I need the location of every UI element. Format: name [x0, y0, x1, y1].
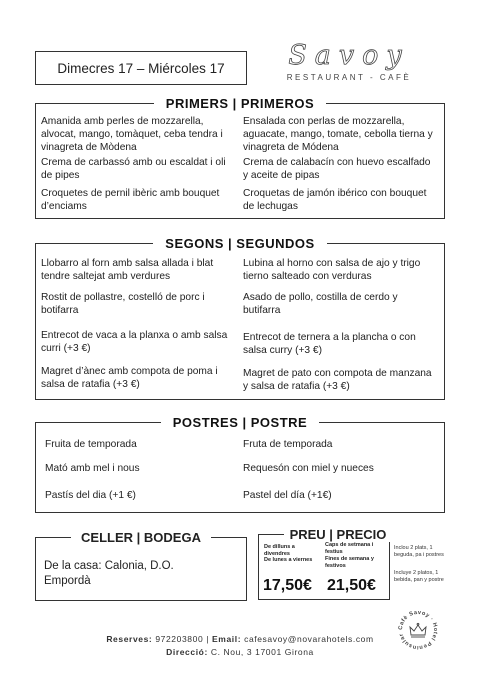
address-text: C. Nou, 3 17001 Girona — [210, 647, 314, 657]
primers-right-1: Ensalada con perlas de mozzarella, aguacate, mango, tomate, cebolla tierna y vinagreta de Módena — [243, 116, 433, 153]
segons-right-2: Asado de pollo, costilla de cerdo y butifarra — [243, 292, 398, 316]
postres-left-3: Pastís del dia (+1 €) — [45, 490, 136, 501]
price-weekday: 17,50€ — [263, 577, 312, 594]
savoy-logo — [258, 40, 440, 84]
date-box — [35, 51, 247, 85]
segons-right-3: Entrecot de ternera a la plancha o con salsa curry (+3 €) — [243, 332, 416, 356]
footer-contact: Reserves: 972203800 | Email: cafesavoy@novarahotels.com — [106, 634, 374, 644]
phone-number[interactable]: 972203800 — [155, 634, 204, 644]
menu-date: Dimecres 17 – Miércoles 17 — [57, 60, 225, 76]
email-label: Email: — [212, 634, 242, 644]
address-label: Direcció: — [166, 647, 208, 657]
preu-note-ca: Inclou 2 plats, 1 beguda, pa i postres — [394, 545, 444, 558]
celler-wine-line1: De la casa: Calonia, D.O. — [44, 560, 174, 572]
primers-right-3: Croquetas de jamón ibérico con bouquet de lechugas — [243, 188, 427, 212]
segons-right-1: Lubina al horno con salsa de ajo y trigo tierno salteado con verduras — [243, 258, 421, 282]
segons-title: SEGONS | SEGUNDOS — [153, 236, 326, 251]
postres-right-1: Fruta de temporada — [243, 439, 333, 450]
price-weekend: 21,50€ — [327, 577, 376, 594]
segons-left-4: Magret d’ànec amb compota de poma i salsa de ratafia (+3 €) — [41, 366, 218, 390]
preu-note-es: Incluye 2 platos, 1 bebida, pan y postre — [394, 570, 444, 583]
svg-text:Cafè Savoy · Hotel Peninsular — [396, 608, 438, 650]
seal-text: Cafè Savoy · Hotel Peninsular — [397, 609, 439, 651]
segons-right-4: Magret de pato con compota de manzana y salsa de ratafia (+3 €) — [243, 368, 432, 392]
segons-left-2: Rostit de pollastre, costelló de porc i botifarra — [41, 292, 205, 316]
reserves-label: Reserves: — [106, 634, 153, 644]
weekend-label-es: Fines de semana y festivos — [325, 556, 374, 569]
celler-title: CELLER | BODEGA — [71, 530, 211, 545]
preu-title: PREU | PRECIO — [284, 527, 393, 542]
primers-title: PRIMERS | PRIMEROS — [154, 96, 326, 111]
postres-right-3: Pastel del día (+1€) — [243, 490, 332, 501]
seal-svg — [396, 608, 440, 652]
postres-right-2: Requesón con miel y nueces — [243, 463, 374, 474]
postres-left-1: Fruita de temporada — [45, 439, 137, 450]
primers-section — [35, 96, 445, 219]
primers-left-3: Croquetes de pernil ibèric amb bouquet d’enciams — [41, 188, 220, 212]
segons-section — [35, 236, 445, 400]
primers-left-2: Crema de carbassó amb ou escaldat i oli de pipes — [41, 157, 226, 181]
weekday-label-ca: De dilluns a divendres — [264, 544, 295, 557]
primers-right-2: Crema de calabacín con huevo escalfado y aceite de pipas — [243, 157, 431, 181]
primers-left-1: Amanida amb perles de mozzarella, alvocat, mango, tomàquet, ceba tendra i vinagreta de Mòdena — [41, 116, 223, 153]
hotel-seal — [396, 608, 440, 652]
logo-word: Savoy — [288, 40, 410, 71]
segons-left-1: Llobarro al forn amb salsa allada i blat tendre saltejat amb verdures — [41, 258, 214, 282]
logo-subtitle: RESTAURANT - CAFÈ — [286, 73, 412, 82]
email-address[interactable]: cafesavoy@novarahotels.com — [244, 634, 374, 644]
postres-left-2: Mató amb mel i nous — [45, 463, 140, 474]
segons-left-3: Entrecot de vaca a la planxa o amb salsa curri (+3 €) — [41, 330, 228, 354]
postres-title: POSTRES | POSTRE — [161, 415, 319, 430]
postres-section — [35, 415, 445, 513]
weekend-label-ca: Caps de setmana i festius — [325, 542, 374, 555]
weekday-label-es: De lunes a viernes — [264, 557, 313, 563]
celler-wine-line2: Empordà — [44, 575, 91, 587]
crown-icon — [410, 623, 426, 637]
